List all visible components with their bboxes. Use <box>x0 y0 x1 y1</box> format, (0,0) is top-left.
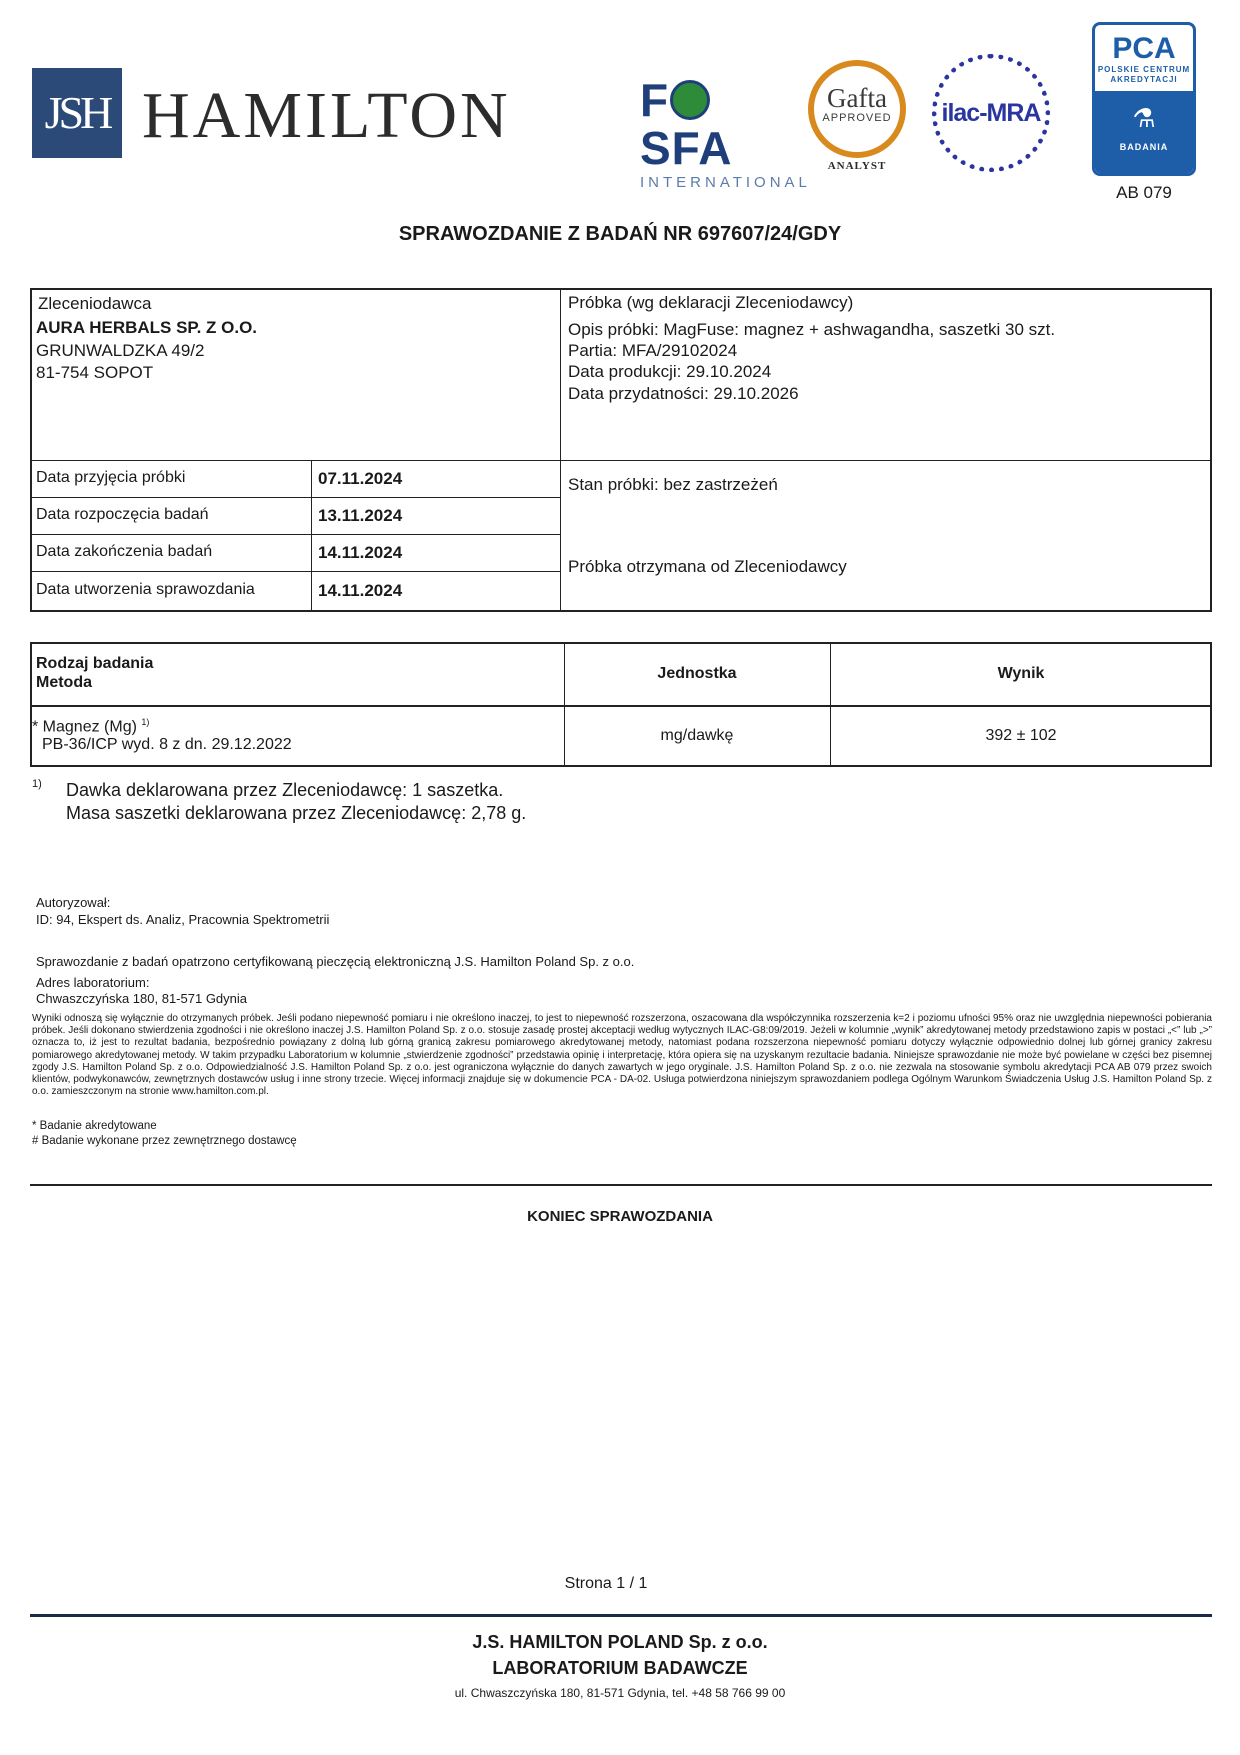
date-label: Data zakończenia badań <box>36 543 213 560</box>
accreditation-number: AB 079 <box>1116 183 1172 202</box>
date-value: 07.11.2024 <box>318 469 403 488</box>
pca-name: PCA <box>1112 32 1176 65</box>
fosfa-subtitle: INTERNATIONAL <box>640 174 811 191</box>
authorization-value: ID: 94, Ekspert ds. Analiz, Pracownia Spektrometrii <box>36 912 330 927</box>
end-separator <box>30 1184 1212 1186</box>
pca-subtitle-1: POLSKIE CENTRUM <box>1097 65 1191 74</box>
lab-address-label: Adres laboratorium: <box>36 975 150 990</box>
dates-column-divider <box>311 460 312 612</box>
test-result: 392 ± 102 <box>985 727 1057 744</box>
pca-badge: BADANIA <box>1119 142 1169 152</box>
fosfa-letter-f: F <box>640 74 670 126</box>
footer-rule <box>30 1614 1212 1617</box>
globe-icon <box>670 80 710 120</box>
footer-address: ul. Chwaszczyńska 180, 81-571 Gdynia, tel. +48 58 766 99 00 <box>454 1686 786 1700</box>
ilac-mra-text: ilac-MRA <box>941 99 1041 127</box>
page-number: Strona 1 / 1 <box>564 1575 648 1592</box>
legend-accredited: * Badanie akredytowane <box>32 1120 157 1132</box>
report-title: SPRAWOZDANIE Z BADAŃ NR 697607/24/GDY <box>398 223 842 245</box>
footnote-mark: 1) <box>32 778 42 790</box>
test-unit: mg/dawkę <box>660 727 734 744</box>
sample-expiry-date: Data przydatności: 29.10.2026 <box>568 384 799 403</box>
sample-production-date: Data produkcji: 29.10.2024 <box>568 362 772 381</box>
col-header-result: Wynik <box>997 665 1045 682</box>
gafta-approved: APPROVED <box>822 112 892 124</box>
sample-source: Próbka otrzymana od Zleceniodawcy <box>568 557 847 576</box>
sample-batch: Partia: MFA/29102024 <box>568 341 738 360</box>
gafta-role: ANALYST <box>827 160 887 172</box>
seal-note: Sprawozdanie z badań opatrzono certyfikowaną pieczęcią elektroniczną J.S. Hamilton Poland Sp. z o.o. <box>36 954 635 969</box>
footer-lab: LABORATORIUM BADAWCZE <box>492 1658 748 1678</box>
client-street: GRUNWALDZKA 49/2 <box>36 341 205 360</box>
client-label: Zleceniodawca <box>38 294 152 313</box>
flask-icon: ⚗ <box>1132 103 1156 133</box>
footer-company: J.S. HAMILTON POLAND Sp. z o.o. <box>472 1632 768 1652</box>
legal-disclaimer: Wyniki odnoszą się wyłącznie do otrzymanych próbek. Jeśli podano niepewność pomiaru i nie określono inaczej, to jest to niepewność rozszerzona, oszacowana dla współczynnika rozszerzenia k=2 i poziomu ufności 95% oraz nie uwzględnia niepewności pobierania próbek. Jeśli dokonano stwierdzenia zgodności i nie określono inaczej J.S. Hamilton Poland Sp. z o.o. stosuje zasadę prostej akceptacji według wytycznych ILAC-G8:09/2019. Jeżeli w kolumnie „wynik” akredytowanej metody przedstawiono zapis w postaci „<” lub „>” oznacza to, iż jest to rezultat badania, bezpośrednio powiązany z dolną lub górną granicą zakresu pomiarowego akredytowanej metody, natomiast podana rozszerzona niepewność pomiaru dotyczy wyłącznie odpowiednio dolnej lub górnej granicy zakresu pomiarowego akredytowanej metody. W takim przypadku Laboratorium w kolumnie „stwierdzenie zgodności” przedstawia opinię i interpretację, która opiera się na uzyskanym rezultacie badania. Niniejsze sprawozdanie nie może być powielane w części bez pisemnej zgody J.S. Hamilton Poland Sp. z o.o. Odpowiedzialność J.S. Hamilton Poland Sp. z o.o. jest ograniczona wyłącznie do danych zawartych w jego oryginale. J.S. Hamilton Poland Sp. z o.o. nie zezwala na stosowanie symbolu akredytacji PCA AB 079 przez swoich klientów, podwykonawców, zewnętrznych dostawców usług i inne strony trzecie. Więcej informacji znajduje się w dokumencie PCA - DA-02. Usługa potwierdzona niniejszym sprawozdaniem podlega Ogólnym Warunkom Świadczenia Usług J.S. Hamilton Poland Sp. z o.o. zamieszczonym na stronie www.hamilton.com.pl. <box>32 1013 1212 1098</box>
results-col-divider-1 <box>564 642 565 767</box>
sample-label: Próbka (wg deklaracji Zleceniodawcy) <box>568 293 854 312</box>
pca-subtitle-2: AKREDYTACJI <box>1110 75 1178 84</box>
test-name-footnote-ref: 1) <box>141 717 150 727</box>
date-label: Data utworzenia sprawozdania <box>36 581 255 598</box>
authorization-label: Autoryzował: <box>36 895 111 910</box>
test-name <box>32 717 149 736</box>
date-label: Data rozpoczęcia badań <box>36 506 209 523</box>
col-header-method: Metoda <box>36 674 92 691</box>
footnote-line-1: Dawka deklarowana przez Zleceniodawcę: 1 saszetka. <box>66 780 504 800</box>
fosfa-logo <box>640 74 811 191</box>
gafta-name: Gafta <box>827 83 887 113</box>
results-header-separator <box>30 705 1212 707</box>
js-monogram-logo: JSH <box>32 68 122 158</box>
info-box-row-separator <box>30 460 1212 461</box>
results-col-divider-2 <box>830 642 831 767</box>
gafta-logo <box>808 60 906 158</box>
date-value: 14.11.2024 <box>318 581 403 600</box>
footnote-line-2: Masa saszetki deklarowana przez Zleceniodawcę: 2,78 g. <box>66 803 527 823</box>
sample-description: Opis próbki: MagFuse: magnez + ashwagandha, saszetki 30 szt. <box>568 320 1056 339</box>
ilac-mra-logo <box>932 54 1050 172</box>
date-value: 14.11.2024 <box>318 543 403 562</box>
pca-logo <box>1092 22 1196 176</box>
date-row-line-3 <box>30 571 560 572</box>
test-name-text: * Magnez (Mg) <box>32 718 137 736</box>
date-row-line-1 <box>30 497 560 498</box>
fosfa-letters-sfa: SFA <box>640 122 733 174</box>
client-city: 81-754 SOPOT <box>36 363 154 382</box>
hamilton-logo-text: HAMILTON <box>142 79 511 152</box>
date-label: Data przyjęcia próbki <box>36 469 186 486</box>
sample-condition: Stan próbki: bez zastrzeżeń <box>568 475 778 494</box>
lab-address-value: Chwaszczyńska 180, 81-571 Gdynia <box>36 991 248 1006</box>
client-name: AURA HERBALS SP. Z O.O. <box>36 318 258 337</box>
date-row-line-2 <box>30 534 560 535</box>
end-of-report: KONIEC SPRAWOZDANIA <box>527 1208 713 1225</box>
info-box-divider <box>560 288 561 612</box>
date-value: 13.11.2024 <box>318 506 403 525</box>
col-header-test-type: Rodzaj badania <box>36 655 154 672</box>
col-header-unit: Jednostka <box>657 665 737 682</box>
legend-external: # Badanie wykonane przez zewnętrznego dostawcę <box>32 1135 297 1147</box>
test-method: PB-36/ICP wyd. 8 z dn. 29.12.2022 <box>42 736 292 753</box>
